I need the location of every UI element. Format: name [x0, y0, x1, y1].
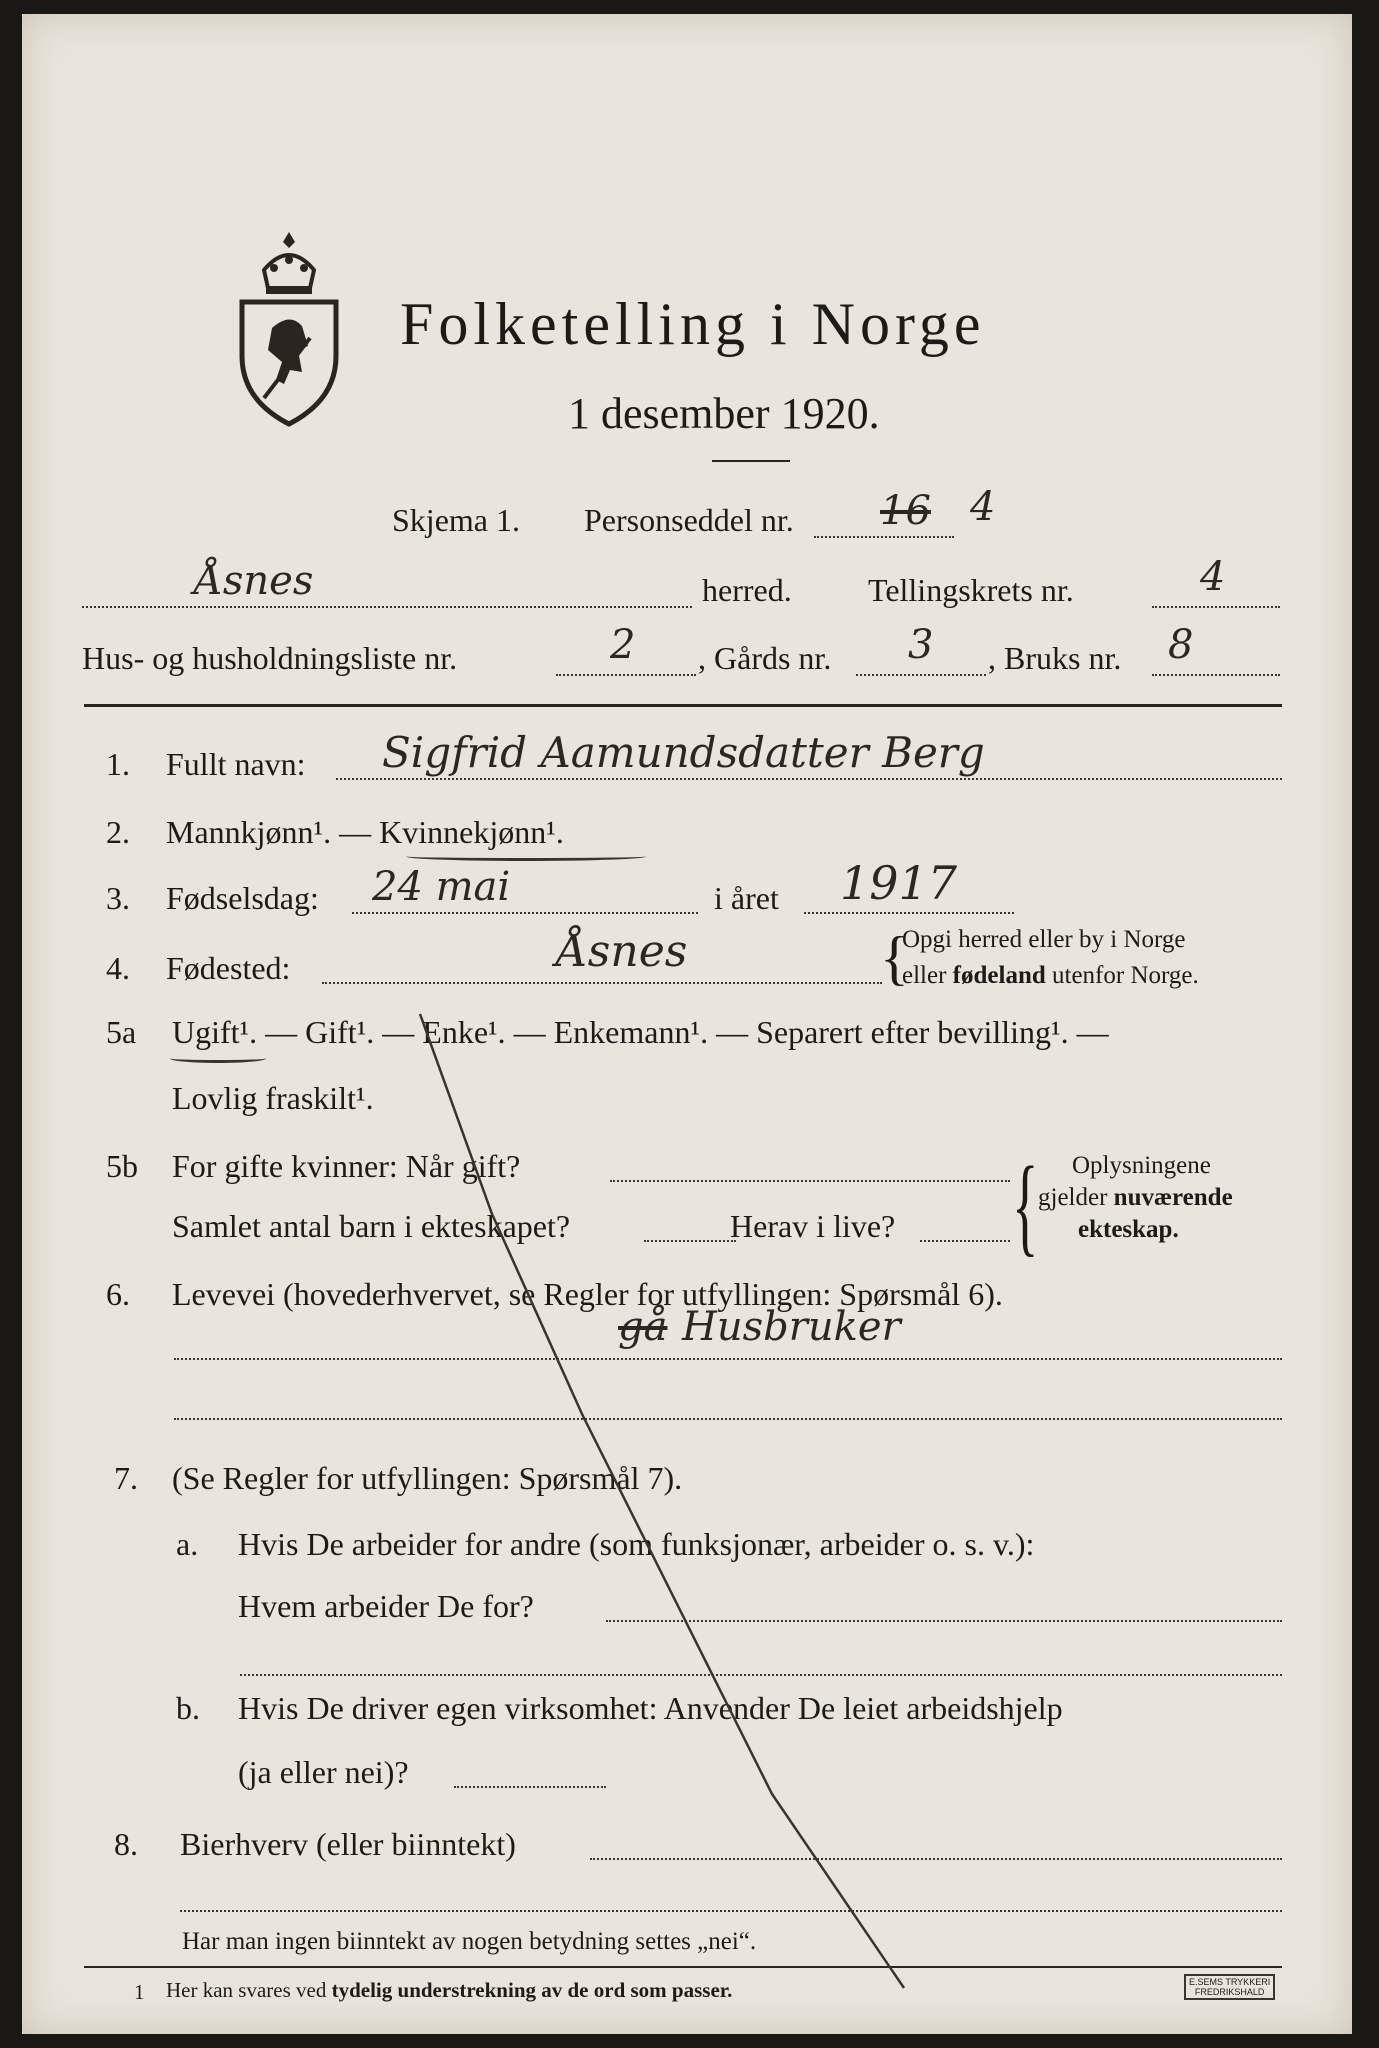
q8-note: Har man ingen biinntekt av nogen betydning settes „nei“. [182, 1928, 757, 1955]
kvinnekjonn-underline [406, 852, 646, 861]
coat-of-arms-icon [234, 228, 344, 428]
occupation-struck-value: gå [618, 1304, 668, 1350]
q5a-options: Ugift¹. — Gift¹. — Enke¹. — Enkemann¹. — Separert efter bevilling¹. — [172, 1014, 1109, 1050]
husholdningsliste-label: Hus- og husholdningsliste nr. [82, 640, 458, 676]
personseddel-label: Personseddel nr. [584, 502, 794, 538]
year-label: i året [714, 880, 779, 916]
footnote-text: Her kan svares ved tydelig understrekning av de ord som passer. [166, 1978, 733, 2002]
ugift-option[interactable]: Ugift [172, 1014, 240, 1050]
tellingskrets-value: 4 [1200, 554, 1226, 600]
q5b-note-line3: ekteskap. [1078, 1216, 1179, 1243]
occupation-field-line2[interactable] [174, 1418, 1282, 1420]
q7-number: 7. [114, 1460, 138, 1496]
q1-number: 1. [106, 746, 130, 782]
gards-label: , Gårds nr. [698, 640, 832, 676]
herred-value: Åsnes [194, 558, 314, 604]
census-form-sheet [22, 14, 1352, 2034]
birthday-value: 24 mai [372, 864, 511, 910]
birth-year-field[interactable] [804, 912, 1014, 914]
bruks-value: 8 [1168, 622, 1194, 668]
q5a-line2: Lovlig fraskilt¹. [172, 1080, 374, 1116]
q2-label: Mannkjønn¹. — Kvinnekjønn¹. [166, 814, 564, 850]
birth-year-value: 1917 [840, 856, 958, 910]
gards-value: 3 [908, 622, 934, 668]
full-name-field[interactable] [336, 778, 1282, 780]
q5b-label2: Samlet antal barn i ekteskapet? [172, 1208, 571, 1244]
tellingskrets-field[interactable] [1152, 606, 1280, 608]
header-rule [84, 704, 1282, 707]
gards-field[interactable] [856, 674, 986, 676]
q3-label: Fødselsdag: [166, 880, 319, 916]
children-alive-field[interactable] [920, 1240, 1010, 1242]
herred-label: herred. [702, 572, 792, 608]
footnote-rule [84, 1966, 1282, 1968]
husholdningsliste-value: 2 [610, 622, 636, 668]
q5b-label1: For gifte kvinner: Når gift? [172, 1148, 521, 1184]
skjema-prefix: Skjema 1. [392, 502, 520, 538]
husholdningsliste-field[interactable] [556, 674, 696, 676]
q5b-note-line1: Oplysningene [1072, 1152, 1211, 1179]
birthplace-field[interactable] [322, 982, 882, 984]
birthday-field[interactable] [352, 912, 698, 914]
q8-number: 8. [114, 1826, 138, 1862]
birthplace-value: Åsnes [556, 926, 688, 977]
q7b-label: Hvis De driver egen virksomhet: Anvender De leiet arbeidshjelp [238, 1690, 1063, 1726]
q7a-question: Hvem arbeider De for? [238, 1588, 534, 1624]
tellingskrets-label: Tellingskrets nr. [868, 572, 1074, 608]
q7a-letter: a. [176, 1526, 199, 1562]
printer-stamp: E.SEMS TRYKKERI FREDRIKSHALD [1184, 1974, 1275, 2000]
q3-number: 3. [106, 880, 130, 916]
herred-field[interactable] [82, 606, 692, 608]
q1-label: Fullt navn: [166, 746, 306, 782]
married-date-field[interactable] [610, 1180, 1010, 1182]
q7b-question: (ja eller nei)? [238, 1754, 409, 1790]
employer-field[interactable] [606, 1620, 1282, 1622]
q4-label: Fødested: [166, 950, 291, 986]
q8-label: Bierhverv (eller biinntekt) [180, 1826, 516, 1862]
q6-number: 6. [106, 1276, 130, 1312]
hired-help-field[interactable] [454, 1786, 606, 1788]
personseddel-struck-value: 16 [880, 488, 931, 534]
q5b-note-line2: gjelder nuværende [1038, 1184, 1233, 1211]
side-income-field-line2[interactable] [180, 1910, 1282, 1912]
bruks-label: , Bruks nr. [988, 640, 1122, 676]
personseddel-value: 4 [970, 484, 996, 530]
q6-label: Levevei (hovederhvervet, se Regler for utfyllingen: Spørsmål 6). [172, 1276, 1003, 1312]
bruks-field[interactable] [1152, 674, 1280, 676]
census-date: 1 desember 1920. [568, 389, 880, 438]
q7a-label: Hvis De arbeider for andre (som funksjonær, arbeider o. s. v.): [238, 1526, 1035, 1562]
occupation-value: Husbruker [682, 1304, 901, 1350]
q7b-letter: b. [176, 1690, 200, 1726]
side-income-field[interactable] [590, 1858, 1282, 1860]
q4-note-brace: { [880, 925, 909, 991]
title-divider [712, 460, 790, 462]
full-name-value: Sigfrid Aamundsdatter Berg [382, 728, 985, 777]
employer-field-line2[interactable] [240, 1674, 1282, 1676]
q2-number: 2. [106, 814, 130, 850]
q4-note-line2: eller fødeland utenfor Norge. [902, 962, 1199, 989]
form-title: Folketelling i Norge [400, 291, 986, 357]
personseddel-field[interactable] [814, 536, 954, 538]
children-count-field[interactable] [644, 1240, 736, 1242]
footnote-mark: 1 [134, 1980, 145, 2004]
q5b-note-brace: { [1012, 1144, 1039, 1266]
ugift-underline [170, 1054, 266, 1063]
occupation-field[interactable] [174, 1358, 1282, 1360]
q7-label: (Se Regler for utfyllingen: Spørsmål 7). [172, 1460, 683, 1496]
q4-note-line1: Opgi herred eller by i Norge [902, 926, 1186, 953]
q4-number: 4. [106, 950, 130, 986]
q5b-number: 5b [106, 1148, 138, 1184]
q5a-number: 5a [106, 1014, 137, 1050]
q5b-label3: Herav i live? [730, 1208, 896, 1244]
